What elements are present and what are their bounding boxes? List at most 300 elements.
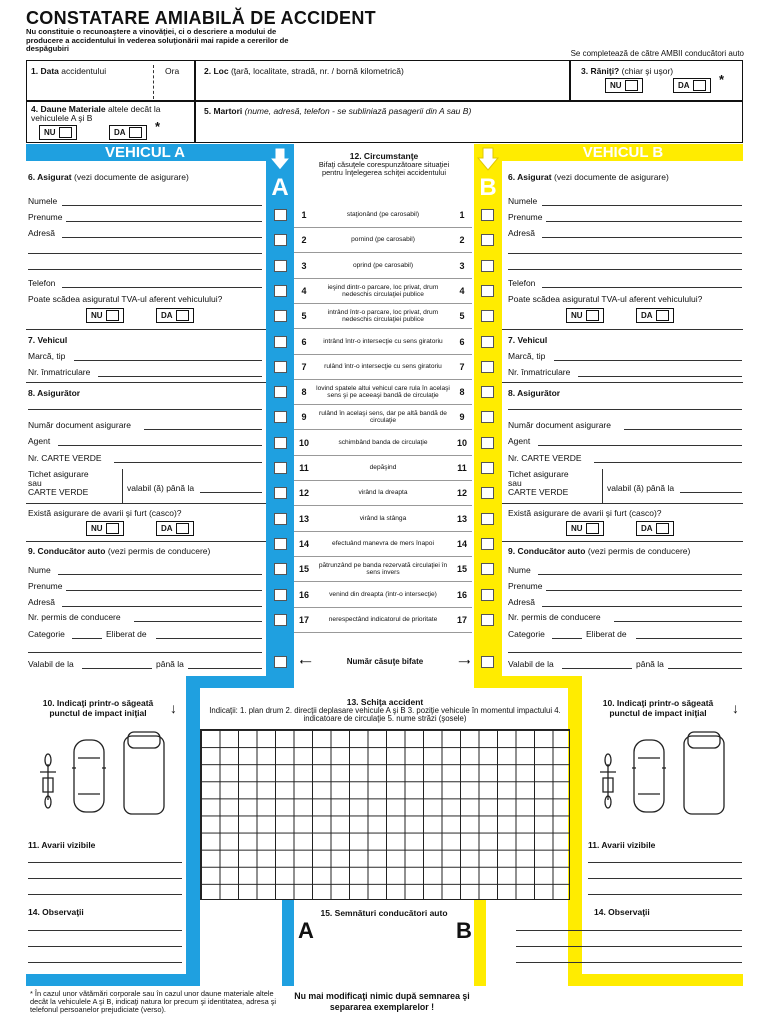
damage-no-checkbox[interactable] (59, 127, 72, 138)
damage-no-label: NU (44, 128, 56, 137)
a-license-label: Nr. permis de conducere (28, 612, 121, 622)
circumstance-number-b: 12 (456, 488, 467, 498)
a-count-box[interactable] (274, 656, 287, 668)
place-label: 2. Loc (204, 66, 229, 76)
circumstance-text: lovind spatele altui vehicul care rula în acelaşi sens şi pe aceeaşi bandă de circulaţie (316, 384, 450, 399)
a-issued-field[interactable] (156, 638, 262, 639)
b-obs-line2[interactable] (516, 946, 742, 947)
b-greencard-field[interactable] (594, 462, 742, 463)
circumstance-checkbox-a[interactable] (274, 260, 287, 272)
circumstance-checkbox-b[interactable] (481, 437, 494, 449)
circumstance-row (294, 380, 472, 405)
b-vat-label: Poate scădea asiguratul TVA-ul aferent vehiculului? (508, 294, 703, 304)
b-dfirst-label: Prenume (508, 581, 543, 591)
sketch-hint: Indicaţii: 1. plan drum 2. direcţii deplasare vehicule A şi B 3. poziţie vehicule în momentul impactului 4. indicatoare de circulaţie 5. nume străzi (şosele) (209, 706, 561, 724)
a-vat-label: Poate scădea asiguratul TVA-ul aferent vehiculului? (28, 294, 223, 304)
b-dname-field[interactable] (538, 574, 742, 575)
circumstance-row (294, 481, 472, 506)
circumstance-checkbox-a[interactable] (274, 614, 287, 626)
b-address-line3[interactable] (508, 269, 742, 270)
a-validfrom-field[interactable] (82, 668, 152, 669)
circumstance-checkbox-a[interactable] (274, 487, 287, 499)
circumstance-checkbox-a[interactable] (274, 411, 287, 423)
b-agent-field[interactable] (538, 445, 742, 446)
frame-a-inner (282, 900, 294, 986)
signatures-label: 15. Semnături conducători auto (320, 908, 448, 918)
a-damage-line1[interactable] (28, 862, 182, 863)
circumstance-row (294, 330, 472, 355)
circumstance-number-a: 16 (298, 590, 309, 600)
a-obs-line1[interactable] (28, 930, 182, 931)
b-obs-line3[interactable] (516, 962, 742, 963)
a-obs-line2[interactable] (28, 946, 182, 947)
circumstance-text: rulând într-o intersecţie cu sens giratoriu (324, 363, 442, 371)
form-subtitle: Nu constituie o recunoaştere a vinovăţiei, ci o descriere a modului de producere a accidentului în vederea soluţionării mai rapide a cererilor de despăgubiri (26, 27, 289, 54)
a-valid-field[interactable] (200, 492, 262, 493)
a-vat-yes-checkbox[interactable] (176, 310, 189, 321)
circumstance-number-a: 6 (301, 337, 307, 347)
signature-a-label: A (298, 918, 314, 943)
b-casco-no[interactable] (566, 521, 604, 536)
left-arrow-icon: ⟵ (300, 657, 312, 666)
circumstance-row (294, 456, 472, 481)
circumstance-checkbox-b[interactable] (481, 336, 494, 348)
a-daddr-label: Adresă (28, 597, 55, 607)
a-casco-yes-checkbox[interactable] (176, 523, 189, 534)
circumstance-text: intrând într-o intersecţie cu sens giratoriu (323, 338, 443, 346)
vehicle-b-title: VEHICUL B (582, 144, 664, 161)
circumstance-row (294, 608, 472, 633)
circumstance-number-b: 6 (459, 337, 465, 347)
a-driver-hint: (vezi permis de conducere) (107, 546, 211, 556)
b-phone-field[interactable] (542, 287, 742, 288)
circumstance-number-b: 15 (456, 564, 467, 574)
b-issued-line2[interactable] (508, 652, 742, 653)
a-insured-heading: 6. Asigurat (28, 172, 72, 182)
circumstance-checkbox-a[interactable] (274, 437, 287, 449)
b-validfrom-label: Valabil de la (508, 659, 554, 669)
a-issued-label: Eliberat de (106, 629, 147, 639)
sketch-heading: 13. Schiţa accident (346, 697, 424, 707)
damage-box (26, 101, 195, 143)
a-insurer-field[interactable] (28, 409, 262, 410)
circumstance-text: virând la stânga (359, 515, 407, 523)
b-valid-field[interactable] (680, 492, 742, 493)
circumstance-checkbox-a[interactable] (274, 361, 287, 373)
damage-yes-label: DA (114, 128, 126, 137)
circumstance-checkbox-a[interactable] (274, 462, 287, 474)
circumstance-text: depăşind (369, 464, 397, 472)
circumstance-checkbox-b[interactable] (481, 310, 494, 322)
circumstance-checkbox-b[interactable] (481, 462, 494, 474)
injured-no[interactable] (605, 78, 643, 93)
b-impact-arrow-icon: ↓ (732, 700, 739, 716)
injured-star: * (719, 72, 725, 87)
a-doc-label: Număr document asigurare (28, 420, 131, 430)
circumstance-number-a: 12 (298, 488, 309, 498)
letter-a: A (271, 174, 289, 201)
date-suffix: accidentului (61, 66, 107, 76)
circumstance-row (294, 507, 472, 532)
a-phone-field[interactable] (62, 287, 262, 288)
damage-star: * (155, 119, 161, 134)
frame-b-right (568, 676, 582, 986)
b-daddr-label: Adresă (508, 597, 535, 607)
circumstance-number-b: 17 (456, 615, 467, 625)
circumstance-checkbox-b[interactable] (481, 209, 494, 221)
a-address-label: Adresă (28, 228, 55, 238)
damage-no[interactable] (39, 125, 77, 140)
b-address-line2[interactable] (508, 253, 742, 254)
circumstance-number-b: 2 (459, 235, 465, 245)
b-casco-yes-checkbox[interactable] (656, 523, 669, 534)
b-ticket-divider (602, 469, 603, 503)
circumstance-checkbox-b[interactable] (481, 234, 494, 246)
circumstance-row (294, 304, 472, 329)
damage-label: 4. Daune Materiale (31, 104, 106, 114)
b-ticket-label2: sau (508, 478, 522, 488)
a-plate-field[interactable] (98, 376, 262, 377)
b-damage-line1[interactable] (588, 862, 742, 863)
a-category-label: Categorie (28, 629, 65, 639)
b-make-label: Marcă, tip (508, 351, 546, 361)
witness-hint: (nume, adresă, telefon - se subliniază pasagerii din A sau B) (244, 106, 472, 116)
circumstance-row (294, 355, 472, 380)
a-make-field[interactable] (74, 360, 262, 361)
b-insurer-heading: 8. Asigurător (508, 388, 561, 398)
b-doc-label: Număr document asigurare (508, 420, 611, 430)
circumstance-number-a: 10 (298, 438, 309, 448)
final-note: Nu mai modificaţi nimic după semnarea şi separarea exemplarelor ! (294, 991, 470, 1012)
circumstances-heading: 12. Circumstanţe (349, 151, 419, 161)
checked-count-label: Număr căsuţe bifate (346, 657, 424, 666)
b-validfrom-field[interactable] (562, 668, 632, 669)
injured-no-checkbox[interactable] (625, 80, 638, 91)
b-damage-line2[interactable] (588, 878, 742, 879)
circumstance-number-b: 8 (459, 387, 465, 397)
a-impact-label (28, 698, 168, 718)
b-plate-label: Nr. înmatriculare (508, 367, 571, 377)
circumstance-checkbox-a[interactable] (274, 234, 287, 246)
circumstance-checkbox-a[interactable] (274, 538, 287, 550)
injured-yes[interactable] (673, 78, 711, 93)
a-vehicles-icon[interactable] (36, 728, 176, 818)
frame-a-left (186, 676, 200, 986)
circumstance-text: virând la dreapta (358, 489, 408, 497)
circumstance-checkbox-a[interactable] (274, 589, 287, 601)
a-casco-no[interactable] (86, 521, 124, 536)
b-plate-field[interactable] (578, 376, 742, 377)
frame-a-top (186, 676, 294, 688)
a-address-line2[interactable] (28, 253, 262, 254)
circumstance-text: pornind (pe carosabil) (351, 236, 415, 244)
circumstance-checkbox-b[interactable] (481, 513, 494, 525)
circumstance-number-a: 1 (301, 210, 307, 220)
circumstance-number-b: 16 (456, 590, 467, 600)
date-box[interactable] (26, 60, 195, 101)
circumstance-checkbox-b[interactable] (481, 589, 494, 601)
b-vat-yes-checkbox[interactable] (656, 310, 669, 321)
circumstance-number-b: 7 (459, 362, 465, 372)
a-agent-label: Agent (28, 436, 51, 446)
circumstance-checkbox-b[interactable] (481, 487, 494, 499)
circumstance-checkbox-a[interactable] (274, 310, 287, 322)
b-validto-field[interactable] (668, 668, 742, 669)
b-ticket-label3: CARTE VERDE (508, 487, 569, 497)
a-ticket-divider (122, 469, 123, 503)
b-make-field[interactable] (554, 360, 742, 361)
right-arrow-icon: ⟶ (458, 657, 470, 666)
b-driver-hint: (vezi permis de conducere) (587, 546, 691, 556)
b-vat-no-checkbox[interactable] (586, 310, 599, 321)
b-vat-yes-label: DA (641, 311, 653, 320)
a-casco-label: Există asigurare de avarii şi furt (casco)? (28, 508, 182, 518)
b-issued-field[interactable] (636, 638, 742, 639)
b-license-field[interactable] (614, 621, 742, 622)
place-hint: (ţară, localitate, stradă, nr. / bornă kilometrică) (230, 66, 404, 76)
a-damage-line2[interactable] (28, 878, 182, 879)
signatures-area[interactable] (294, 920, 474, 974)
a-license-field[interactable] (134, 621, 262, 622)
circumstance-checkbox-a[interactable] (274, 336, 287, 348)
a-insured-hint: (vezi documente de asigurare) (74, 172, 189, 182)
a-dfirst-label: Prenume (28, 581, 63, 591)
b-ticket-label1: Tichet asigurare (508, 469, 569, 479)
a-validto-label: până la (156, 659, 184, 669)
a-category-field[interactable] (72, 638, 102, 639)
circumstance-checkbox-a[interactable] (274, 563, 287, 575)
b-obs-line1[interactable] (516, 930, 742, 931)
circumstance-text: rulând în acelaşi sens, dar pe altă bandă de circulaţie (319, 409, 447, 424)
a-vat-no-label: NU (91, 311, 103, 320)
b-damage-line3[interactable] (588, 894, 742, 895)
a-first-name-field[interactable] (66, 221, 262, 222)
b-insured-heading: 6. Asigurat (508, 172, 552, 182)
a-casco-no-label: NU (91, 524, 103, 533)
b-insurer-field[interactable] (508, 409, 742, 410)
circumstance-text: schimbând banda de circulaţie (338, 439, 428, 447)
a-make-label: Marcă, tip (28, 351, 66, 361)
circumstance-number-a: 11 (299, 463, 309, 473)
b-phone-label: Telefon (508, 278, 536, 288)
b-observations-label: 14. Observaţii (594, 907, 650, 917)
a-plate-label: Nr. înmatriculare (28, 367, 91, 377)
circumstance-number-b: 1 (459, 210, 465, 220)
b-vat-no[interactable] (566, 308, 604, 323)
b-valid-label: valabil (ă) până la (607, 483, 675, 493)
circumstance-number-a: 3 (301, 261, 307, 271)
damage-hint: altele decât la vehiculele A şi B (31, 104, 161, 123)
circumstance-row (294, 557, 472, 582)
b-vehicles-icon[interactable] (596, 728, 736, 818)
place-box[interactable] (195, 60, 570, 101)
a-casco-yes-label: DA (161, 524, 173, 533)
b-last-name-label: Numele (508, 196, 538, 206)
circumstance-number-a: 15 (298, 564, 309, 574)
checked-count (300, 657, 470, 666)
b-vat-yes[interactable] (636, 308, 674, 323)
a-casco-yes[interactable] (156, 521, 194, 536)
a-vat-yes[interactable] (156, 308, 194, 323)
circumstance-number-a: 4 (301, 286, 307, 296)
circumstance-row (294, 228, 472, 253)
b-casco-label: Există asigurare de avarii şi furt (casco)? (508, 508, 662, 518)
injured-yes-checkbox[interactable] (693, 80, 706, 91)
circumstance-row (294, 254, 472, 279)
frame-b-top (474, 676, 582, 688)
circumstance-checkbox-b[interactable] (481, 563, 494, 575)
a-greencard-label: Nr. CARTE VERDE (28, 453, 102, 463)
a-divider-3 (26, 503, 266, 504)
a-dfirst-field[interactable] (66, 590, 262, 591)
circumstance-checkbox-b[interactable] (481, 411, 494, 423)
circumstance-number-a: 8 (301, 387, 307, 397)
circumstance-checkbox-b[interactable] (481, 386, 494, 398)
circumstance-checkbox-b[interactable] (481, 260, 494, 272)
b-casco-no-label: NU (571, 524, 583, 533)
a-address-field[interactable] (62, 237, 262, 238)
footnote: * În cazul unor vătămări corporale sau în cazul unor daune materiale altele decât la vehiculele A şi B, indicaţi natura lor precum şi identitatea, adresa şi telefonul persoanelor prejudiciate (verso). (30, 989, 277, 1015)
circumstance-number-b: 5 (459, 311, 465, 321)
witness-label: 5. Martori (204, 106, 243, 116)
circumstance-text: oprind (pe carosabil) (352, 262, 414, 270)
b-category-field[interactable] (552, 638, 582, 639)
b-first-name-label: Prenume (508, 212, 543, 222)
damage-yes[interactable] (109, 125, 147, 140)
b-address-label: Adresă (508, 228, 535, 238)
circumstance-checkbox-a[interactable] (274, 285, 287, 297)
fill-note: Se completează de către AMBII conducători auto (570, 49, 744, 58)
b-impact-line2: punctul de impact iniţial (609, 708, 707, 718)
a-damage-label: 11. Avarii vizibile (28, 840, 96, 850)
a-vehicle-heading: 7. Vehicul (28, 335, 68, 345)
circumstance-row (294, 583, 472, 608)
b-count-box[interactable] (481, 656, 494, 668)
circumstance-number-a: 5 (301, 311, 307, 321)
a-address-line3[interactable] (28, 269, 262, 270)
circumstance-number-b: 10 (456, 438, 467, 448)
a-agent-field[interactable] (58, 445, 262, 446)
a-greencard-field[interactable] (114, 462, 262, 463)
b-damage-label: 11. Avarii vizibile (588, 840, 656, 850)
a-validfrom-label: Valabil de la (28, 659, 74, 669)
a-vat-yes-label: DA (161, 311, 173, 320)
form-title: CONSTATARE AMIABILĂ DE ACCIDENT (26, 8, 376, 28)
circumstance-checkbox-a[interactable] (274, 386, 287, 398)
b-divider-1 (502, 329, 743, 330)
a-last-name-field[interactable] (62, 205, 262, 206)
circumstances-header (294, 151, 474, 178)
circumstance-row (294, 405, 472, 430)
b-vehicle-heading: 7. Vehicul (508, 335, 548, 345)
a-issued-line2[interactable] (28, 652, 262, 653)
a-casco-no-checkbox[interactable] (106, 523, 119, 534)
b-issued-label: Eliberat de (586, 629, 627, 639)
b-divider-2 (502, 382, 743, 383)
circumstance-number-a: 14 (298, 539, 309, 549)
a-divider-4 (26, 541, 266, 542)
a-driver-heading: 9. Conducător auto (28, 546, 106, 556)
circumstance-number-b: 13 (456, 514, 467, 524)
circumstance-checkbox-b[interactable] (481, 285, 494, 297)
b-doc-field[interactable] (624, 429, 742, 430)
a-obs-line3[interactable] (28, 962, 182, 963)
b-address-field[interactable] (542, 237, 742, 238)
down-arrow-a-icon (268, 146, 292, 172)
a-insurer-heading: 8. Asigurător (28, 388, 81, 398)
a-dname-field[interactable] (58, 574, 262, 575)
a-daddr-field[interactable] (62, 606, 262, 607)
b-casco-yes[interactable] (636, 521, 674, 536)
a-doc-field[interactable] (144, 429, 262, 430)
letter-b: B (479, 174, 497, 201)
circumstance-text: pătrunzând pe banda rezervată circulaţiei în sens invers (318, 561, 448, 576)
b-first-name-field[interactable] (546, 221, 742, 222)
frame-a-bottom (26, 974, 200, 986)
b-casco-yes-label: DA (641, 524, 653, 533)
vehicle-a-title: VEHICUL A (104, 144, 185, 161)
signature-b-label: B (456, 918, 472, 943)
circumstance-checkbox-a[interactable] (274, 209, 287, 221)
a-ticket-label1: Tichet asigurare (28, 469, 89, 479)
circumstance-row (294, 431, 472, 456)
a-observations-label: 14. Observaţii (28, 907, 84, 917)
sketch-grid[interactable] (200, 729, 570, 900)
a-ticket-label3: CARTE VERDE (28, 487, 89, 497)
circumstance-number-b: 11 (457, 463, 467, 473)
b-agent-label: Agent (508, 436, 531, 446)
injured-label: 3. Răniţi? (581, 66, 620, 76)
b-category-label: Categorie (508, 629, 545, 639)
injured-box (570, 60, 743, 101)
circumstance-number-b: 14 (456, 539, 467, 549)
hour-label: Ora (165, 66, 180, 76)
b-vat-no-label: NU (571, 311, 583, 320)
circumstance-checkbox-b[interactable] (481, 614, 494, 626)
a-vat-no[interactable] (86, 308, 124, 323)
circumstance-checkbox-b[interactable] (481, 361, 494, 373)
circumstance-text: venind din dreapta (într-o intersecţie) (329, 591, 437, 599)
a-vat-no-checkbox[interactable] (106, 310, 119, 321)
a-validto-field[interactable] (188, 668, 262, 669)
circumstance-text: ieşind dintr-o parcare, loc privat, drum nedeschis circulaţiei publice (327, 283, 439, 298)
injured-yes-label: DA (678, 81, 690, 90)
b-dfirst-field[interactable] (546, 590, 742, 591)
b-daddr-field[interactable] (542, 606, 742, 607)
circumstance-number-b: 4 (459, 286, 465, 296)
b-casco-no-checkbox[interactable] (586, 523, 599, 534)
witness-box[interactable] (195, 101, 743, 143)
frame-b-inner (474, 900, 486, 986)
circumstance-number-a: 17 (298, 615, 309, 625)
a-phone-label: Telefon (28, 278, 56, 288)
circumstance-number-a: 13 (298, 514, 309, 524)
b-insured-hint: (vezi documente de asigurare) (554, 172, 669, 182)
b-driver-heading: 9. Conducător auto (508, 546, 586, 556)
b-impact-label (588, 698, 728, 718)
a-divider-1 (26, 329, 266, 330)
b-last-name-field[interactable] (542, 205, 742, 206)
damage-yes-checkbox[interactable] (129, 127, 142, 138)
circumstance-checkbox-a[interactable] (274, 513, 287, 525)
a-impact-arrow-icon: ↓ (170, 700, 177, 716)
a-last-name-label: Numele (28, 196, 58, 206)
b-license-label: Nr. permis de conducere (508, 612, 601, 622)
a-ticket-label2: sau (28, 478, 42, 488)
a-impact-line1: 10. Indicaţi printr-o săgeată (42, 698, 154, 708)
a-damage-line3[interactable] (28, 894, 182, 895)
circumstance-checkbox-b[interactable] (481, 538, 494, 550)
